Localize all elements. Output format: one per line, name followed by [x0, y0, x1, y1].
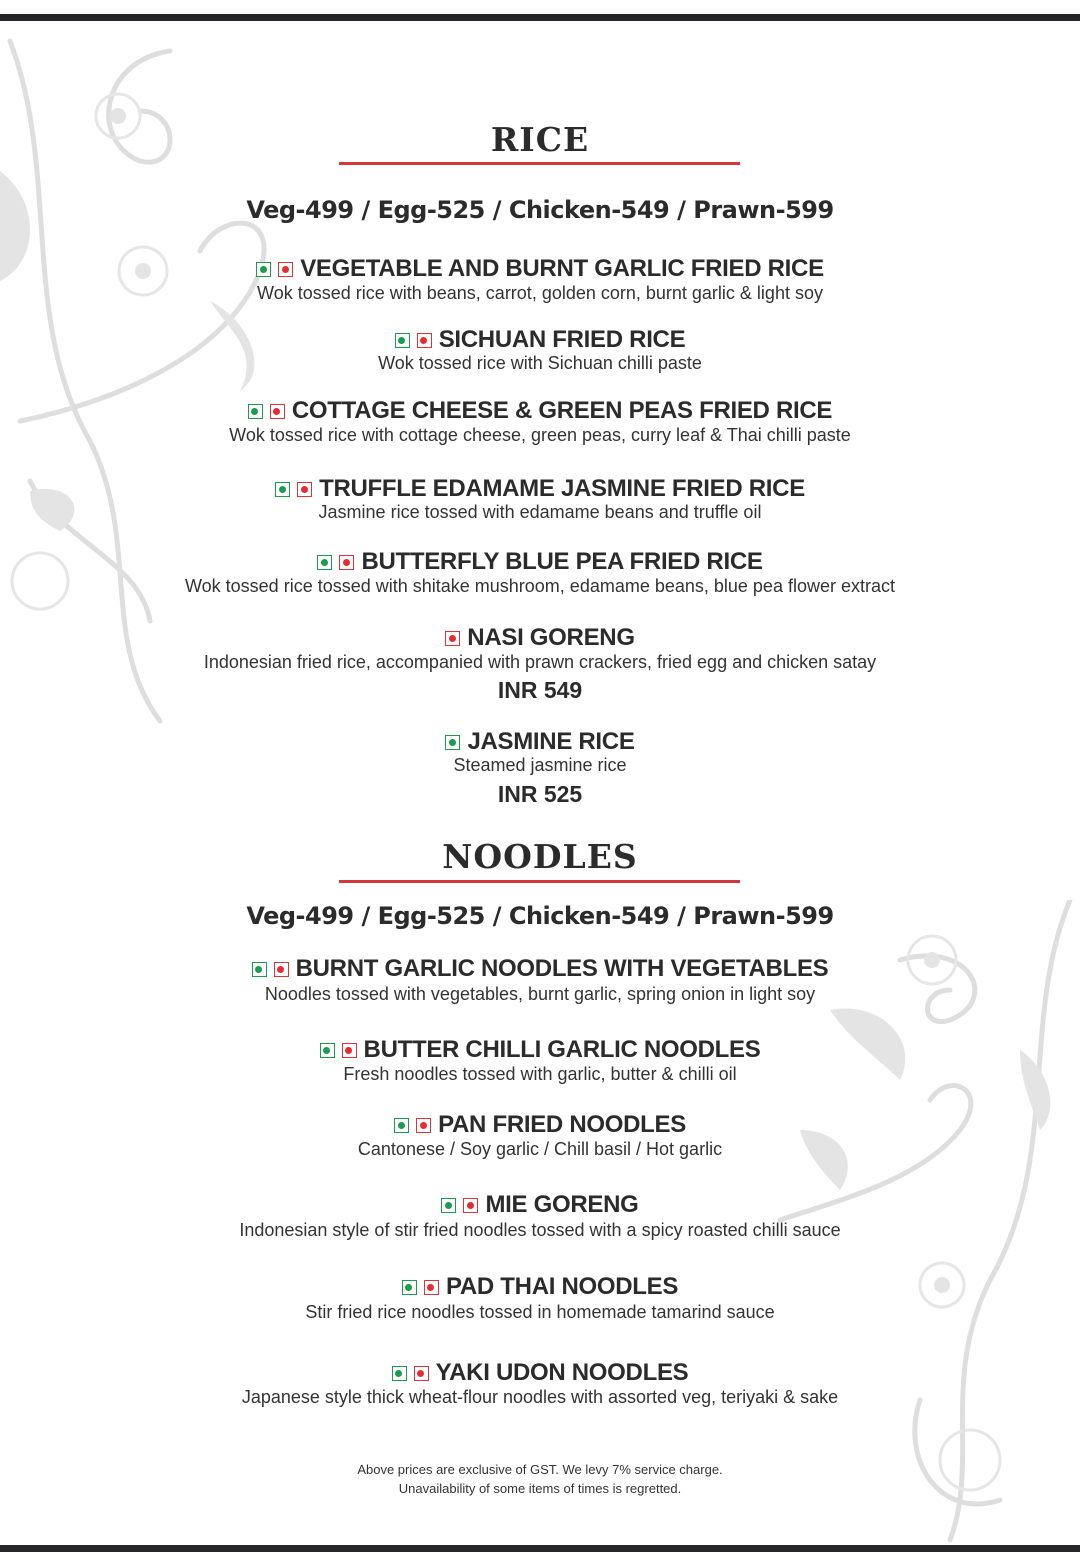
menu-item-title [0, 1359, 1080, 1387]
menu-item-title [0, 475, 1080, 503]
item-name: MIE GORENG [485, 1191, 639, 1218]
menu-item-title [0, 548, 1080, 576]
nonveg-mark-icon [445, 631, 460, 646]
menu-item-description: Noodles tossed with vegetables, burnt garlic, spring onion in light soy [264, 984, 816, 1004]
top-border-bar [0, 14, 1080, 21]
nonveg-mark-icon [414, 1366, 429, 1381]
veg-mark-icon [395, 333, 410, 348]
menu-item-title [0, 255, 1080, 283]
nonveg-mark-icon [463, 1198, 478, 1213]
menu-item-title [0, 1111, 1080, 1139]
nonveg-mark-icon [297, 482, 312, 497]
menu-item-title [0, 1191, 1080, 1219]
nonveg-mark-icon [339, 555, 354, 570]
nonveg-mark-icon [416, 1118, 431, 1133]
veg-mark-icon [394, 1118, 409, 1133]
footer-line-gst: Above prices are exclusive of GST. We levy 7% service charge. [357, 1462, 723, 1477]
menu-item-title [0, 1273, 1080, 1301]
item-name: NASI GORENG [467, 624, 635, 651]
nonveg-mark-icon [278, 262, 293, 277]
nonveg-mark-icon [270, 404, 285, 419]
veg-mark-icon [317, 555, 332, 570]
menu-item-price: INR 549 [497, 677, 583, 703]
item-name: JASMINE RICE [467, 728, 635, 755]
section-divider-rice [339, 162, 740, 165]
menu-item-description: Steamed jasmine rice [453, 755, 627, 775]
section-divider-noodles [339, 880, 740, 883]
footer-line-availability: Unavailability of some items of times is regretted. [398, 1481, 682, 1496]
veg-mark-icon [392, 1366, 407, 1381]
item-name: BUTTERFLY BLUE PEA FRIED RICE [361, 548, 763, 575]
pricing-line-noodles: Veg-499 / Egg-525 / Chicken-549 / Prawn-599 [246, 902, 834, 930]
menu-item-description: Japanese style thick wheat-flour noodles with assorted veg, teriyaki & sake [241, 1387, 839, 1407]
menu-item-description: Wok tossed rice with beans, carrot, golden corn, burnt garlic & light soy [257, 283, 823, 303]
item-name: BUTTER CHILLI GARLIC NOODLES [363, 1036, 761, 1063]
nonveg-mark-icon [274, 962, 289, 977]
menu-item-description: Jasmine rice tossed with edamame beans and truffle oil [318, 502, 762, 522]
footer-note [0, 1460, 1080, 1498]
nonveg-mark-icon [342, 1043, 357, 1058]
menu-item-title [0, 955, 1080, 983]
menu-item-description: Wok tossed rice with cottage cheese, green peas, curry leaf & Thai chilli paste [229, 425, 851, 445]
menu-item-title [0, 1036, 1080, 1064]
veg-mark-icon [402, 1280, 417, 1295]
menu-item-price: INR 525 [497, 781, 583, 807]
section-title-noodles: NOODLES [442, 837, 638, 876]
nonveg-mark-icon [424, 1280, 439, 1295]
menu-item-title [0, 728, 1080, 756]
veg-mark-icon [275, 482, 290, 497]
menu-item-description: Fresh noodles tossed with garlic, butter & chilli oil [343, 1064, 737, 1084]
item-name: BURNT GARLIC NOODLES WITH VEGETABLES [295, 955, 829, 982]
menu-item-title [0, 326, 1080, 354]
veg-mark-icon [256, 262, 271, 277]
menu-item-title [0, 624, 1080, 652]
item-name: COTTAGE CHEESE & GREEN PEAS FRIED RICE [291, 397, 833, 424]
menu-item-description: Wok tossed rice tossed with shitake mushroom, edamame beans, blue pea flower extract [184, 576, 895, 596]
menu-item-description: Wok tossed rice with Sichuan chilli paste [378, 353, 702, 373]
veg-mark-icon [252, 962, 267, 977]
item-name: SICHUAN FRIED RICE [438, 326, 686, 353]
item-name: TRUFFLE EDAMAME JASMINE FRIED RICE [319, 475, 805, 502]
bottom-border-bar [0, 1545, 1080, 1552]
veg-mark-icon [441, 1198, 456, 1213]
veg-mark-icon [248, 404, 263, 419]
item-name: VEGETABLE AND BURNT GARLIC FRIED RICE [300, 255, 824, 282]
nonveg-mark-icon [417, 333, 432, 348]
item-name: PAD THAI NOODLES [445, 1273, 679, 1300]
menu-item-description: Cantonese / Soy garlic / Chill basil / Hot garlic [357, 1139, 723, 1159]
item-name: YAKI UDON NOODLES [435, 1359, 689, 1386]
section-title-rice: RICE [490, 120, 590, 159]
pricing-line-rice: Veg-499 / Egg-525 / Chicken-549 / Prawn-599 [246, 196, 834, 224]
menu-item-description: Stir fried rice noodles tossed in homemade tamarind sauce [305, 1302, 775, 1322]
veg-mark-icon [445, 735, 460, 750]
veg-mark-icon [320, 1043, 335, 1058]
menu-item-description: Indonesian style of stir fried noodles tossed with a spicy roasted chilli sauce [239, 1220, 841, 1240]
menu-item-description: Indonesian fried rice, accompanied with prawn crackers, fried egg and chicken satay [203, 652, 877, 672]
menu-item-title [0, 397, 1080, 425]
item-name: PAN FRIED NOODLES [438, 1111, 686, 1138]
